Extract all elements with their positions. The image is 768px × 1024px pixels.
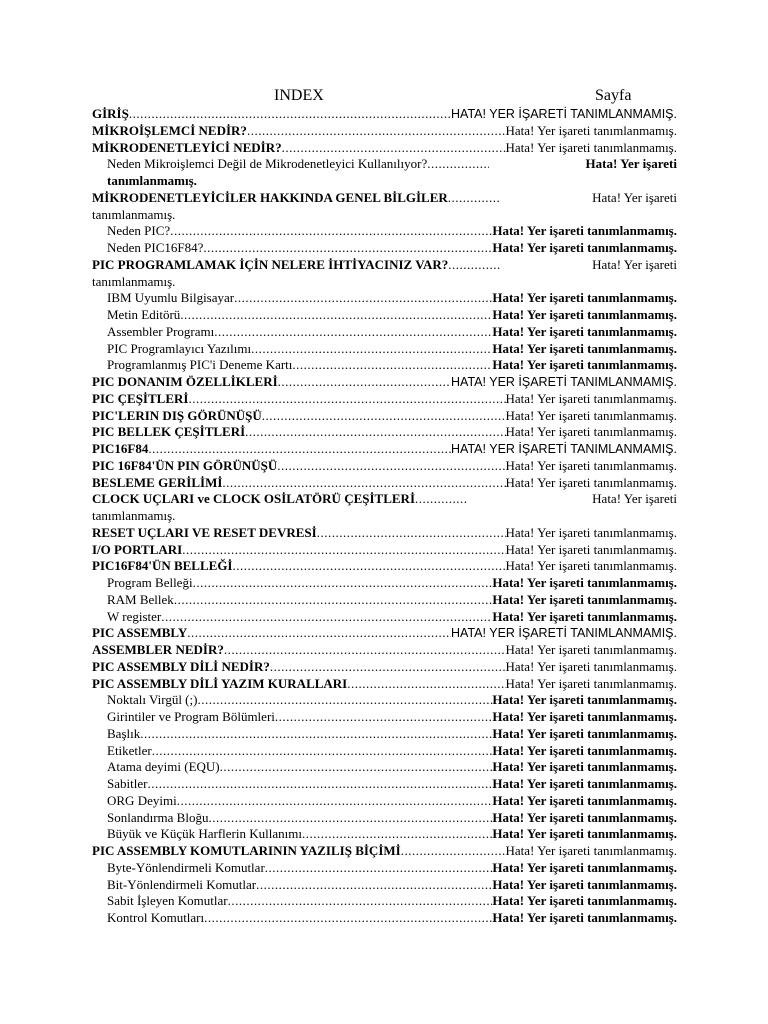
- toc-entry[interactable]: [92, 826, 677, 843]
- page-reference-error: Hata! Yer işareti tanımlanmamış.: [505, 139, 677, 155]
- dot-leader: [292, 357, 492, 374]
- dot-leader: [208, 810, 492, 827]
- toc-entry[interactable]: [92, 609, 677, 626]
- toc-entry-label: PIC PROGRAMLAMAK İÇİN NELERE İHTİYACINIZ VAR?: [92, 256, 449, 272]
- toc-entry[interactable]: [92, 759, 677, 776]
- dot-leader: [152, 743, 493, 760]
- toc-entry[interactable]: [92, 877, 677, 894]
- page-reference-error: Hata! Yer işareti tanımlanmamış.: [492, 776, 677, 791]
- page-reference-error: Hata! Yer işareti tanımlanmamış.: [492, 709, 677, 724]
- toc-entry-label: Metin Editörü: [107, 307, 181, 322]
- page-reference-error: HATA! YER İŞARETİ TANIMLANMAMIŞ.: [451, 107, 677, 121]
- page-reference-error: Hata! Yer işareti tanımlanmamış.: [505, 658, 677, 674]
- page-reference-error: Hata! Yer işareti tanımlanmamış.: [505, 524, 677, 540]
- page-reference-error: Hata! Yer işareti tanımlanmamış.: [505, 474, 677, 490]
- page-reference-error: Hata! Yer işareti tanımlanmamış.: [492, 725, 677, 741]
- page-reference-error: Hata! Yer işareti: [592, 189, 677, 205]
- page-reference-error: Hata! Yer işareti tanımlanmamış.: [492, 692, 677, 708]
- toc-entry[interactable]: [92, 307, 677, 324]
- toc-entry-label: W register: [107, 608, 162, 624]
- toc-entry[interactable]: [92, 408, 677, 425]
- page-reference-error: Hata! Yer işareti tanımlanmamış.: [492, 792, 677, 808]
- page-reference-error: Hata! Yer işareti tanımlanmamış.: [505, 843, 677, 858]
- toc-entry[interactable]: [92, 424, 677, 441]
- dot-leader: [277, 458, 505, 475]
- toc-entry-label: Sabitler: [107, 776, 148, 791]
- toc-entry-label: PIC16F84'ÜN BELLEĞİ: [92, 558, 233, 574]
- dot-leader: [203, 240, 492, 257]
- toc-entry[interactable]: [92, 843, 677, 860]
- toc-entry-label: IBM Uyumlu Bilgisayar: [107, 290, 235, 306]
- index-heading: INDEX: [274, 87, 324, 104]
- toc-entry-label: Program Belleği: [107, 575, 193, 590]
- page-reference-error: HATA! YER İŞARETİ TANIMLANMAMIŞ.: [451, 442, 677, 456]
- page-reference-error: Hata! Yer işareti tanımlanmamış.: [492, 307, 677, 322]
- dot-leader: [228, 893, 493, 910]
- page-reference-error: Hata! Yer işareti tanımlanmamış.: [505, 541, 677, 557]
- toc-entry[interactable]: [92, 475, 677, 492]
- toc-entry[interactable]: [92, 123, 677, 140]
- page-reference-error: Hata! Yer işareti tanımlanmamış.: [505, 558, 677, 574]
- dot-leader: [193, 575, 493, 592]
- dot-leader: [214, 324, 492, 341]
- toc-entry-label: PIC 16F84'ÜN PIN GÖRÜNÜŞÜ: [92, 457, 278, 473]
- dot-leader: [256, 877, 492, 894]
- page-reference-error: Hata! Yer işareti tanımlanmamış.: [492, 893, 677, 909]
- toc-entry-label: CLOCK UÇLARI ve CLOCK OSİLATÖRÜ ÇEŞİTLERİ: [92, 491, 416, 507]
- page-column-heading: Sayfa: [595, 87, 632, 104]
- toc-entry[interactable]: [92, 625, 677, 642]
- toc-entry-label: Neden Mikroişlemci Değil de Mikrodenetleyici Kullanılıyor?: [107, 156, 428, 172]
- dot-leader: [265, 860, 493, 877]
- toc-entry-label: Programlanmış PIC'i Deneme Kartı: [107, 357, 293, 373]
- toc-entry-label: Bit-Yönlendirmeli Komutlar: [107, 876, 257, 892]
- page-reference-error: Hata! Yer işareti tanımlanmamış.: [492, 608, 677, 624]
- toc-entry-label: PIC ASSEMBLY DİLİ NEDİR?: [92, 658, 270, 674]
- page-reference-error: Hata! Yer işareti tanımlanmamış.: [505, 424, 677, 440]
- dot-leader: [317, 525, 506, 542]
- toc-entry-label: PIC ASSEMBLY DİLİ YAZIM KURALLARI: [92, 675, 348, 691]
- dot-leader: [224, 642, 506, 659]
- page-reference-error: Hata! Yer işareti tanımlanmamış.: [505, 122, 677, 138]
- toc-entry-label: PIC ASSEMBLY: [92, 625, 188, 641]
- toc-entry[interactable]: [92, 491, 677, 508]
- toc-entry[interactable]: [92, 726, 677, 743]
- dot-leader: [275, 709, 492, 726]
- toc-entry-label: Byte-Yönlendirmeli Komutlar: [107, 859, 265, 875]
- toc-entry-label: GİRİŞ: [92, 106, 129, 121]
- toc-entry[interactable]: [92, 190, 677, 207]
- toc-entry[interactable]: [92, 140, 677, 157]
- dot-leader: [262, 408, 506, 425]
- toc-entry-label: Neden PIC16F84?: [107, 240, 204, 255]
- dot-leader: [187, 625, 451, 642]
- toc-entry-continuation: [92, 207, 677, 224]
- toc-entry[interactable]: [92, 391, 677, 408]
- toc-entry[interactable]: [92, 910, 677, 927]
- dot-leader: [161, 609, 492, 626]
- dot-leader: [147, 776, 492, 793]
- page-reference-error: Hata! Yer işareti tanımlanmamış.: [505, 642, 677, 657]
- toc-entry-label: Sonlandırma Bloğu: [107, 809, 209, 825]
- toc-entry-label: Neden PIC?: [107, 223, 171, 239]
- dot-leader: [174, 592, 493, 609]
- toc-entry[interactable]: [92, 592, 677, 609]
- page-reference-error: Hata! Yer işareti tanımlanmamış.: [505, 390, 677, 406]
- dot-leader: [204, 910, 492, 927]
- toc-entry[interactable]: [92, 709, 677, 726]
- toc-entry[interactable]: [92, 441, 677, 458]
- dot-leader: [401, 843, 506, 860]
- page-reference-error: Hata! Yer işareti tanımlanmamış.: [492, 759, 677, 775]
- toc-entry-label: ORG Deyimi: [107, 792, 177, 808]
- toc-entry[interactable]: [92, 525, 677, 542]
- toc-entry-label: Kontrol Komutları: [107, 910, 205, 925]
- toc-entry-continuation: [92, 274, 677, 291]
- toc-entry[interactable]: [92, 341, 677, 358]
- dot-leader: [234, 290, 492, 307]
- toc-entry[interactable]: [92, 575, 677, 592]
- toc-entry-label: PIC Programlayıcı Yazılımı: [107, 340, 252, 356]
- dot-leader: [448, 257, 500, 274]
- page-reference-error-continued: tanımlanmamış.: [107, 173, 197, 188]
- dot-leader: [180, 307, 492, 324]
- toc-entry[interactable]: [92, 642, 677, 659]
- toc-entry-label: RESET UÇLARI VE RESET DEVRESİ: [92, 524, 317, 540]
- page-reference-error: Hata! Yer işareti tanımlanmamış.: [492, 240, 677, 255]
- toc-entry[interactable]: [92, 893, 677, 910]
- page-reference-error-continued: tanımlanmamış.: [92, 508, 176, 523]
- page-reference-error: HATA! YER İŞARETİ TANIMLANMAMIŞ.: [451, 626, 677, 641]
- page-reference-error-continued: tanımlanmamış.: [92, 206, 176, 222]
- toc-entry[interactable]: [92, 810, 677, 827]
- dot-leader: [188, 391, 505, 408]
- toc-entry-label: Büyük ve Küçük Harflerin Kullanımı: [107, 826, 302, 842]
- toc-entry[interactable]: [92, 676, 677, 693]
- dot-leader: [222, 475, 505, 492]
- toc-entry[interactable]: [92, 106, 677, 123]
- toc-entry[interactable]: [92, 793, 677, 810]
- page-reference-error: Hata! Yer işareti tanımlanmamış.: [492, 809, 677, 825]
- dot-leader: [278, 374, 451, 391]
- page-reference-error: HATA! YER İŞARETİ TANIMLANMAMIŞ.: [451, 375, 677, 389]
- toc-entry-label: PIC DONANIM ÖZELLİKLERİ: [92, 374, 278, 389]
- table-of-contents: [92, 106, 677, 927]
- toc-entry-label: MİKRODENETLEYİCİ NEDİR?: [92, 139, 282, 155]
- dot-leader: [182, 542, 505, 559]
- dot-leader: [247, 123, 506, 140]
- toc-entry[interactable]: [92, 290, 677, 307]
- page-reference-error: Hata! Yer işareti tanımlanmamış.: [492, 591, 677, 607]
- dot-leader: [448, 190, 500, 207]
- toc-entry[interactable]: [92, 542, 677, 559]
- page-reference-error: Hata! Yer işareti tanımlanmamış.: [492, 340, 677, 356]
- page-reference-error: Hata! Yer işareti: [585, 156, 677, 172]
- dot-leader: [245, 424, 505, 441]
- toc-entry-label: ASSEMBLER NEDİR?: [92, 642, 224, 657]
- dot-leader: [197, 692, 492, 709]
- page-reference-error: Hata! Yer işareti tanımlanmamış.: [492, 323, 677, 339]
- toc-entry[interactable]: [92, 458, 677, 475]
- toc-entry-label: Etiketler: [107, 742, 152, 758]
- toc-entry-label: I/O PORTLARI: [92, 541, 183, 557]
- toc-entry[interactable]: [92, 374, 677, 391]
- dot-leader: [140, 726, 492, 743]
- toc-entry[interactable]: [92, 776, 677, 793]
- toc-entry-label: PIC'LERIN DIŞ GÖRÜNÜŞÜ: [92, 407, 262, 423]
- page-reference-error: Hata! Yer işareti: [592, 256, 677, 272]
- page-reference-error: Hata! Yer işareti tanımlanmamış.: [505, 675, 677, 691]
- dot-leader: [251, 341, 492, 358]
- page-reference-error: Hata! Yer işareti: [592, 491, 677, 507]
- toc-entry-label: MİKROİŞLEMCİ NEDİR?: [92, 122, 247, 138]
- page-reference-error: Hata! Yer işareti tanımlanmamış.: [505, 457, 677, 473]
- toc-entry-label: RAM Bellek: [107, 591, 174, 607]
- toc-entry[interactable]: [92, 324, 677, 341]
- toc-entry-label: Assembler Programı: [107, 323, 215, 339]
- toc-entry[interactable]: [92, 357, 677, 374]
- toc-entry-label: PIC ÇEŞİTLERİ: [92, 390, 189, 406]
- toc-entry[interactable]: [92, 223, 677, 240]
- dot-leader: [170, 223, 492, 240]
- page-reference-error: Hata! Yer işareti tanımlanmamış.: [492, 859, 677, 875]
- toc-entry-continuation: [92, 508, 677, 525]
- page-reference-error: Hata! Yer işareti tanımlanmamış.: [492, 826, 677, 842]
- toc-entry[interactable]: [92, 240, 677, 257]
- toc-entry-label: Atama deyimi (EQU): [107, 759, 220, 775]
- dot-leader: [220, 759, 493, 776]
- dot-leader: [302, 826, 492, 843]
- dot-leader: [270, 659, 506, 676]
- toc-entry[interactable]: [92, 659, 677, 676]
- page-reference-error-continued: tanımlanmamış.: [92, 273, 176, 289]
- toc-entry-label: Noktalı Virgül (;): [107, 692, 198, 708]
- page-reference-error: Hata! Yer işareti tanımlanmamış.: [505, 407, 677, 423]
- toc-entry-label: MİKRODENETLEYİCİLER HAKKINDA GENEL BİLGİLER: [92, 189, 448, 205]
- page-reference-error: Hata! Yer işareti tanımlanmamış.: [492, 876, 677, 892]
- toc-entry[interactable]: [92, 692, 677, 709]
- toc-entry-label: PIC ASSEMBLY KOMUTLARININ YAZILIŞ BİÇİMİ: [92, 843, 401, 858]
- toc-entry[interactable]: [92, 156, 677, 173]
- toc-entry-label: Girintiler ve Program Bölümleri: [107, 709, 275, 724]
- dot-leader: [129, 106, 451, 123]
- page-reference-error: Hata! Yer işareti tanımlanmamış.: [492, 357, 677, 373]
- toc-entry[interactable]: [92, 558, 677, 575]
- dot-leader: [177, 793, 493, 810]
- dot-leader: [427, 156, 489, 173]
- toc-entry-label: Başlık: [107, 725, 141, 741]
- toc-entry-label: PIC BELLEK ÇEŞİTLERİ: [92, 424, 246, 440]
- dot-leader: [415, 491, 467, 508]
- page-reference-error: Hata! Yer işareti tanımlanmamış.: [492, 223, 677, 239]
- dot-leader: [233, 558, 506, 575]
- toc-entry-continuation: [92, 173, 677, 190]
- toc-entry[interactable]: [92, 860, 677, 877]
- toc-entry-label: BESLEME GERİLİMİ: [92, 474, 223, 490]
- dot-leader: [282, 140, 506, 157]
- toc-entry-label: PIC16F84: [92, 441, 149, 456]
- page-reference-error: Hata! Yer işareti tanımlanmamış.: [492, 290, 677, 306]
- page-reference-error: Hata! Yer işareti tanımlanmamış.: [492, 742, 677, 758]
- toc-entry[interactable]: [92, 743, 677, 760]
- dot-leader: [347, 676, 505, 693]
- toc-entry[interactable]: [92, 257, 677, 274]
- toc-entry-label: Sabit İşleyen Komutlar: [107, 893, 228, 909]
- page-reference-error: Hata! Yer işareti tanımlanmamış.: [492, 910, 677, 925]
- page-reference-error: Hata! Yer işareti tanımlanmamış.: [492, 575, 677, 590]
- dot-leader: [148, 441, 451, 458]
